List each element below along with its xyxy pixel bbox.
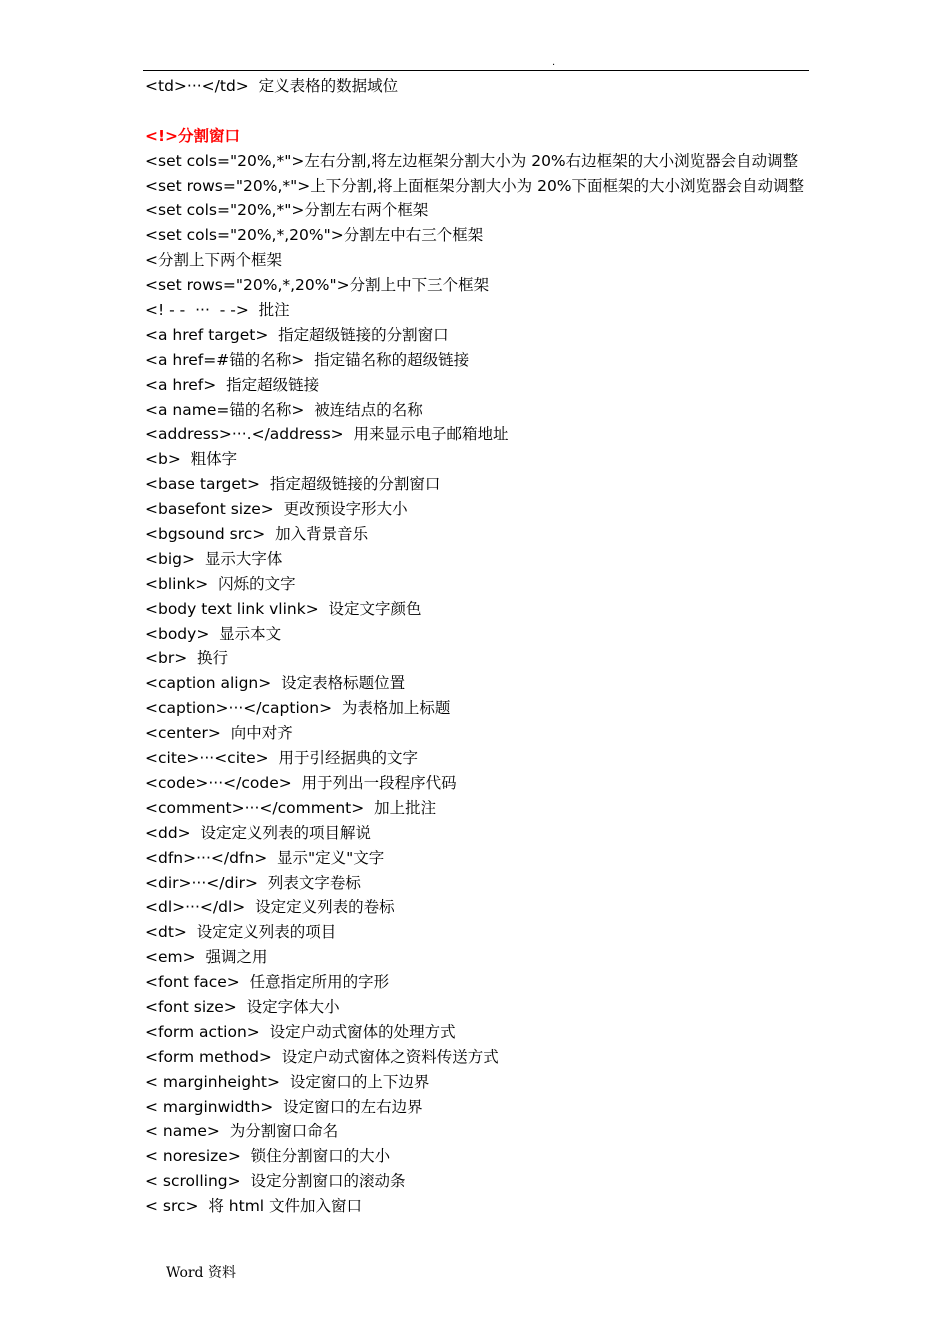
text-line: < name> 为分割窗口命名 bbox=[145, 1122, 339, 1141]
text-line: <set cols="20%,*">左右分割,将左边框架分割大小为 20%右边框架的大小浏览器会自动调整 bbox=[145, 151, 799, 170]
text-line: <dfn>···</dfn> 显示"定义"文字 bbox=[145, 848, 385, 867]
text-line: <set rows="20%,*,20%">分割上中下三个框架 bbox=[145, 276, 490, 295]
text-line: <form action> 设定户动式窗体的处理方式 bbox=[145, 1022, 456, 1041]
text-line: <dl>···</dl> 设定定义列表的卷标 bbox=[145, 898, 395, 917]
text-line: <set rows="20%,*">上下分割,将上面框架分割大小为 20%下面框架的大小浏览器会自动调整 bbox=[145, 176, 805, 195]
text-line: <set cols="20%,*">分割左右两个框架 bbox=[145, 201, 429, 220]
text-line: <分割上下两个框架 bbox=[145, 251, 282, 270]
text-line: <comment>···</comment> 加上批注 bbox=[145, 798, 437, 817]
text-line: <form method> 设定户动式窗体之资料传送方式 bbox=[145, 1047, 499, 1066]
text-line: < scrolling> 设定分割窗口的滚动条 bbox=[145, 1172, 406, 1191]
text-line: < marginwidth> 设定窗口的左右边界 bbox=[145, 1097, 423, 1116]
text-line: <font face> 任意指定所用的字形 bbox=[145, 973, 390, 992]
text-line: <blink> 闪烁的文字 bbox=[145, 574, 296, 593]
text-line: <big> 显示大字体 bbox=[145, 549, 283, 568]
text-line: <dir>···</dir> 列表文字卷标 bbox=[145, 873, 361, 892]
text-line: < marginheight> 设定窗口的上下边界 bbox=[145, 1072, 430, 1091]
header-rule bbox=[143, 70, 809, 71]
text-line: <body> 显示本文 bbox=[145, 624, 282, 643]
header-dot: . bbox=[552, 57, 556, 68]
text-line: <code>···</code> 用于列出一段程序代码 bbox=[145, 773, 457, 792]
text-line: <b> 粗体字 bbox=[145, 450, 238, 469]
text-line: <caption align> 设定表格标题位置 bbox=[145, 674, 406, 693]
text-line: <br> 换行 bbox=[145, 649, 229, 668]
text-line: <! - - ··· - -> 批注 bbox=[145, 301, 290, 320]
footer-label: 资料 bbox=[207, 1265, 236, 1281]
text-line: <center> 向中对齐 bbox=[145, 724, 293, 743]
text-line: <a href> 指定超级链接 bbox=[145, 375, 320, 394]
text-line: <em> 强调之用 bbox=[145, 948, 268, 967]
text-line: <base target> 指定超级链接的分割窗口 bbox=[145, 475, 441, 494]
text-line: < noresize> 锁住分割窗口的大小 bbox=[145, 1147, 391, 1166]
text-line: <body text link vlink> 设定文字颜色 bbox=[145, 599, 422, 618]
footer-word: Word bbox=[166, 1265, 204, 1281]
section-heading: <!>分割窗口 bbox=[145, 126, 241, 145]
text-line: <td>···</td> 定义表格的数据域位 bbox=[145, 77, 399, 95]
text-line: <set cols="20%,*,20%">分割左中右三个框架 bbox=[145, 226, 484, 245]
text-line: <a name=锚的名称> 被连结点的名称 bbox=[145, 400, 423, 419]
text-line: <a href target> 指定超级链接的分割窗口 bbox=[145, 325, 449, 344]
text-line: <address>···.</address> 用来显示电子邮箱地址 bbox=[145, 425, 509, 444]
blank-line bbox=[145, 99, 825, 124]
text-line: <a href=#锚的名称> 指定锚名称的超级链接 bbox=[145, 350, 470, 369]
text-line: < src> 将 html 文件加入窗口 bbox=[145, 1197, 363, 1216]
text-line: <basefont size> 更改预设字形大小 bbox=[145, 500, 408, 519]
text-line: <font size> 设定字体大小 bbox=[145, 997, 340, 1016]
document-body bbox=[145, 74, 825, 1219]
text-line: <dd> 设定定义列表的项目解说 bbox=[145, 823, 372, 842]
text-line: <dt> 设定定义列表的项目 bbox=[145, 923, 337, 942]
page-footer bbox=[166, 1263, 236, 1283]
text-line: <caption>···</caption> 为表格加上标题 bbox=[145, 699, 451, 718]
text-line: <bgsound src> 加入背景音乐 bbox=[145, 525, 369, 544]
text-line-list bbox=[145, 149, 825, 1219]
text-line: <cite>···<cite> 用于引经据典的文字 bbox=[145, 749, 418, 768]
